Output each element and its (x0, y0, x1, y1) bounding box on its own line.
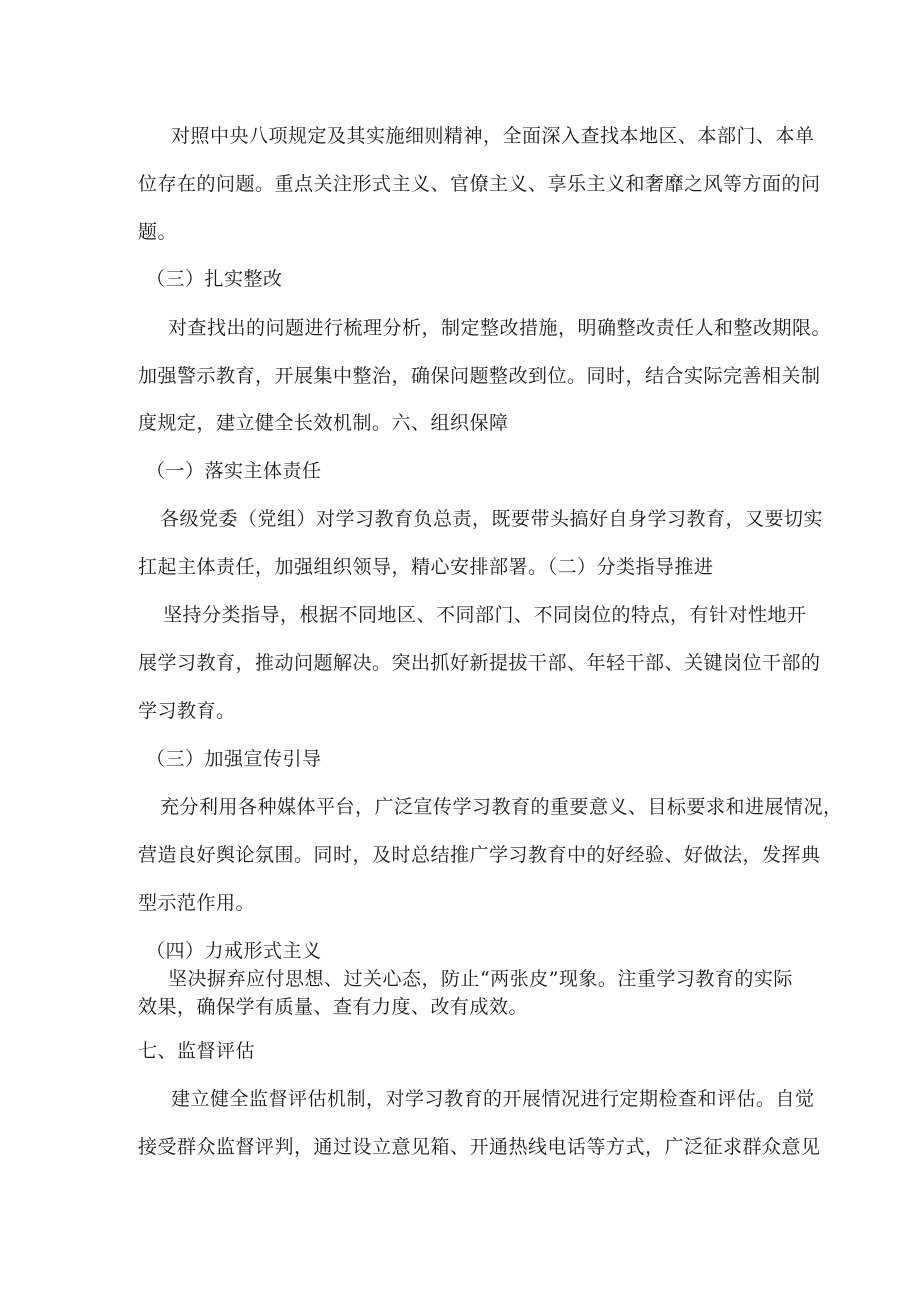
text-line: 充分利用各种媒体平台，广泛宣传学习教育的重要意义、目标要求和进展情况， (160, 796, 843, 818)
text-line: 扛起主体责任，加强组织领导，精心安排部署。（二）分类指导推进 (138, 556, 714, 578)
text-line: 学习教育。 (138, 700, 236, 722)
text-line: 型示范作用。 (138, 892, 256, 914)
text-line: 坚持分类指导，根据不同地区、不同部门、不同岗位的特点，有针对性地开 (163, 604, 807, 626)
text-line: 各级党委（党组）对学习教育负总责，既要带头搞好自身学习教育，又要切实 (160, 508, 824, 530)
section-heading: （四）力戒形式主义 (146, 940, 322, 962)
text-line: 效果，确保学有质量、查有力度、改有成效。 (138, 996, 529, 1018)
text-line: 营造良好舆论氛围。同时，及时总结推广学习教育中的好经验、好做法，发挥典 (138, 844, 821, 866)
text-line: 度规定，建立健全长效机制。六、组织保障 (138, 412, 509, 434)
section-heading: （三）加强宣传引导 (146, 748, 322, 770)
text-line: 对照中央八项规定及其实施细则精神，全面深入查找本地区、本部门、本单 (171, 125, 815, 147)
text-line: 题。 (138, 221, 178, 243)
text-line: 建立健全监督评估机制，对学习教育的开展情况进行定期检查和评估。自觉 (171, 1088, 815, 1110)
section-heading: （一）落实主体责任 (146, 460, 322, 482)
text-line: 位存在的问题。重点关注形式主义、官僚主义、享乐主义和奢靡之风等方面的问 (138, 173, 821, 195)
text-line: 加强警示教育，开展集中整治，确保问题整改到位。同时，结合实际完善相关制 (138, 365, 821, 387)
section-heading: （三）扎实整改 (146, 268, 283, 290)
text-line: 对查找出的问题进行梳理分析，制定整改措施，明确整改责任人和整改期限。 (168, 317, 832, 339)
section-heading: 七、监督评估 (138, 1040, 256, 1062)
text-line: 坚决摒弃应付思想、过关心态，防止“两张皮”现象。注重学习教育的实际 (168, 968, 793, 990)
text-line: 接受群众监督评判，通过设立意见箱、开通热线电话等方式，广泛征求群众意见 (138, 1136, 821, 1158)
text-line: 展学习教育，推动问题解决。突出抓好新提拔干部、年轻干部、关键岗位干部的 (138, 652, 821, 674)
